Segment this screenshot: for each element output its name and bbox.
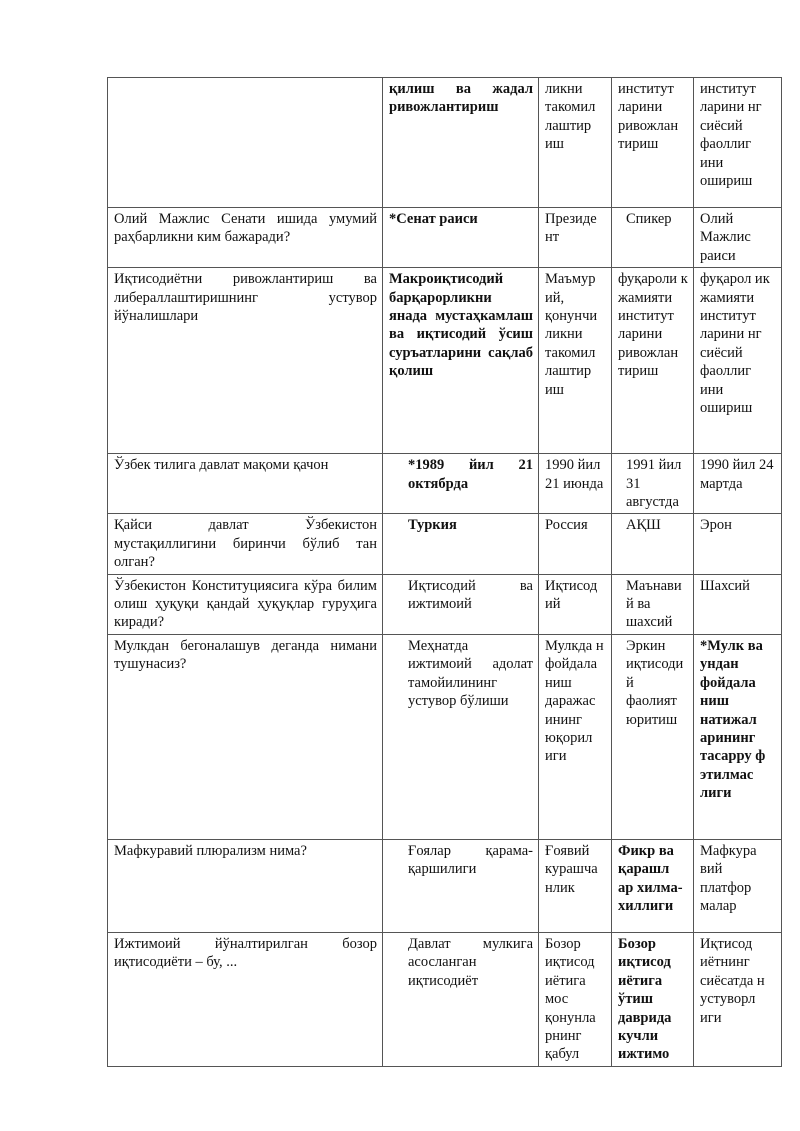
- option-4: Эрон: [694, 514, 782, 574]
- option-4: *Мулк ва ундан фойдала ниш натижал арининг тасарру ф этилмас лиги: [694, 634, 782, 839]
- question-text: [108, 78, 383, 208]
- question-text: Ўзбекистон Конституциясига кўра билим олиш ҳуқуқи қандай ҳуқуқлар гуруҳига киради?: [108, 574, 383, 634]
- option-1: Давлат мулкига асосланган иқтисодиёт: [383, 932, 539, 1066]
- option-4: Шахсий: [694, 574, 782, 634]
- option-2: Маъмур ий, қонунчи ликни такомил лаштир иш: [539, 268, 612, 454]
- question-text: Мафкуравий плюрализм нима?: [108, 839, 383, 932]
- table-row: [108, 839, 782, 932]
- option-2: Россия: [539, 514, 612, 574]
- option-1: Ғоялар қарама-қаршилиги: [383, 839, 539, 932]
- option-2: Президе нт: [539, 208, 612, 268]
- option-3: институт ларини ривожлан тириш: [612, 78, 694, 208]
- table-row: [108, 454, 782, 514]
- option-2: Мулкда н фойдала ниш даражас ининг юқорил иги: [539, 634, 612, 839]
- option-3: АҚШ: [612, 514, 694, 574]
- option-3: 1991 йил 31 августда: [612, 454, 694, 514]
- question-text: Қайси давлат Ўзбекистон мустақиллигини биринчи бўлиб тан олган?: [108, 514, 383, 574]
- question-text: Олий Мажлис Сенати ишида умумий раҳбарликни ким бажаради?: [108, 208, 383, 268]
- option-4: 1990 йил 24 мартда: [694, 454, 782, 514]
- option-4: Иқтисод иётнинг сиёсатда н устуворл иги: [694, 932, 782, 1066]
- table-row: [108, 78, 782, 208]
- option-1: *1989 йил 21 октябрда: [383, 454, 539, 514]
- table-row: [108, 514, 782, 574]
- option-1: қилиш ва жадал ривожлантириш: [383, 78, 539, 208]
- option-2: Ғоявий курашча нлик: [539, 839, 612, 932]
- option-1: Иқтисодий ва ижтимоий: [383, 574, 539, 634]
- option-1: Туркия: [383, 514, 539, 574]
- option-3: Бозор иқтисод иётига ўтиш даврида кучли ижтимо: [612, 932, 694, 1066]
- option-4: Олий Мажлис раиси: [694, 208, 782, 268]
- option-3: Эркин иқтисоди й фаолият юритиш: [612, 634, 694, 839]
- option-2: Бозор иқтисод иётига мос қонунла рнинг қабул: [539, 932, 612, 1066]
- option-2: Иқтисод ий: [539, 574, 612, 634]
- table-row: [108, 634, 782, 839]
- option-4: институт ларини нг сиёсий фаоллиг ини ошириш: [694, 78, 782, 208]
- question-text: Ўзбек тилига давлат мақоми қачон: [108, 454, 383, 514]
- table-row: [108, 208, 782, 268]
- option-4: фуқарол ик жамияти институт ларини нг сиёсий фаоллиг ини ошириш: [694, 268, 782, 454]
- question-text: Мулкдан бегоналашув деганда нимани тушунасиз?: [108, 634, 383, 839]
- option-1: *Сенат раиси: [383, 208, 539, 268]
- table-row: [108, 268, 782, 454]
- option-2: ликни такомил лаштир иш: [539, 78, 612, 208]
- option-3: фуқароли к жамияти институт ларини ривожлан тириш: [612, 268, 694, 454]
- question-text: Ижтимоий йўналтирилган бозор иқтисодиёти – бу, ...: [108, 932, 383, 1066]
- option-3: Маънави й ва шахсий: [612, 574, 694, 634]
- option-3: Фикр ва қарашл ар хилма-хиллиги: [612, 839, 694, 932]
- option-2: 1990 йил 21 июнда: [539, 454, 612, 514]
- table-row: [108, 932, 782, 1066]
- test-questions-table: [107, 77, 782, 1067]
- table-row: [108, 574, 782, 634]
- option-1: Меҳнатда ижтимоий адолат тамойилининг устувор бўлиши: [383, 634, 539, 839]
- option-1: Макроиқтисодий барқарорликни янада мустаҳкамлаш ва иқтисодий ўсиш суръатларини сақлаб қолиш: [383, 268, 539, 454]
- option-3: Спикер: [612, 208, 694, 268]
- option-4: Мафкура вий платфор малар: [694, 839, 782, 932]
- question-text: Иқтисодиётни ривожлантириш ва либераллаштиришнинг устувор йўналишлари: [108, 268, 383, 454]
